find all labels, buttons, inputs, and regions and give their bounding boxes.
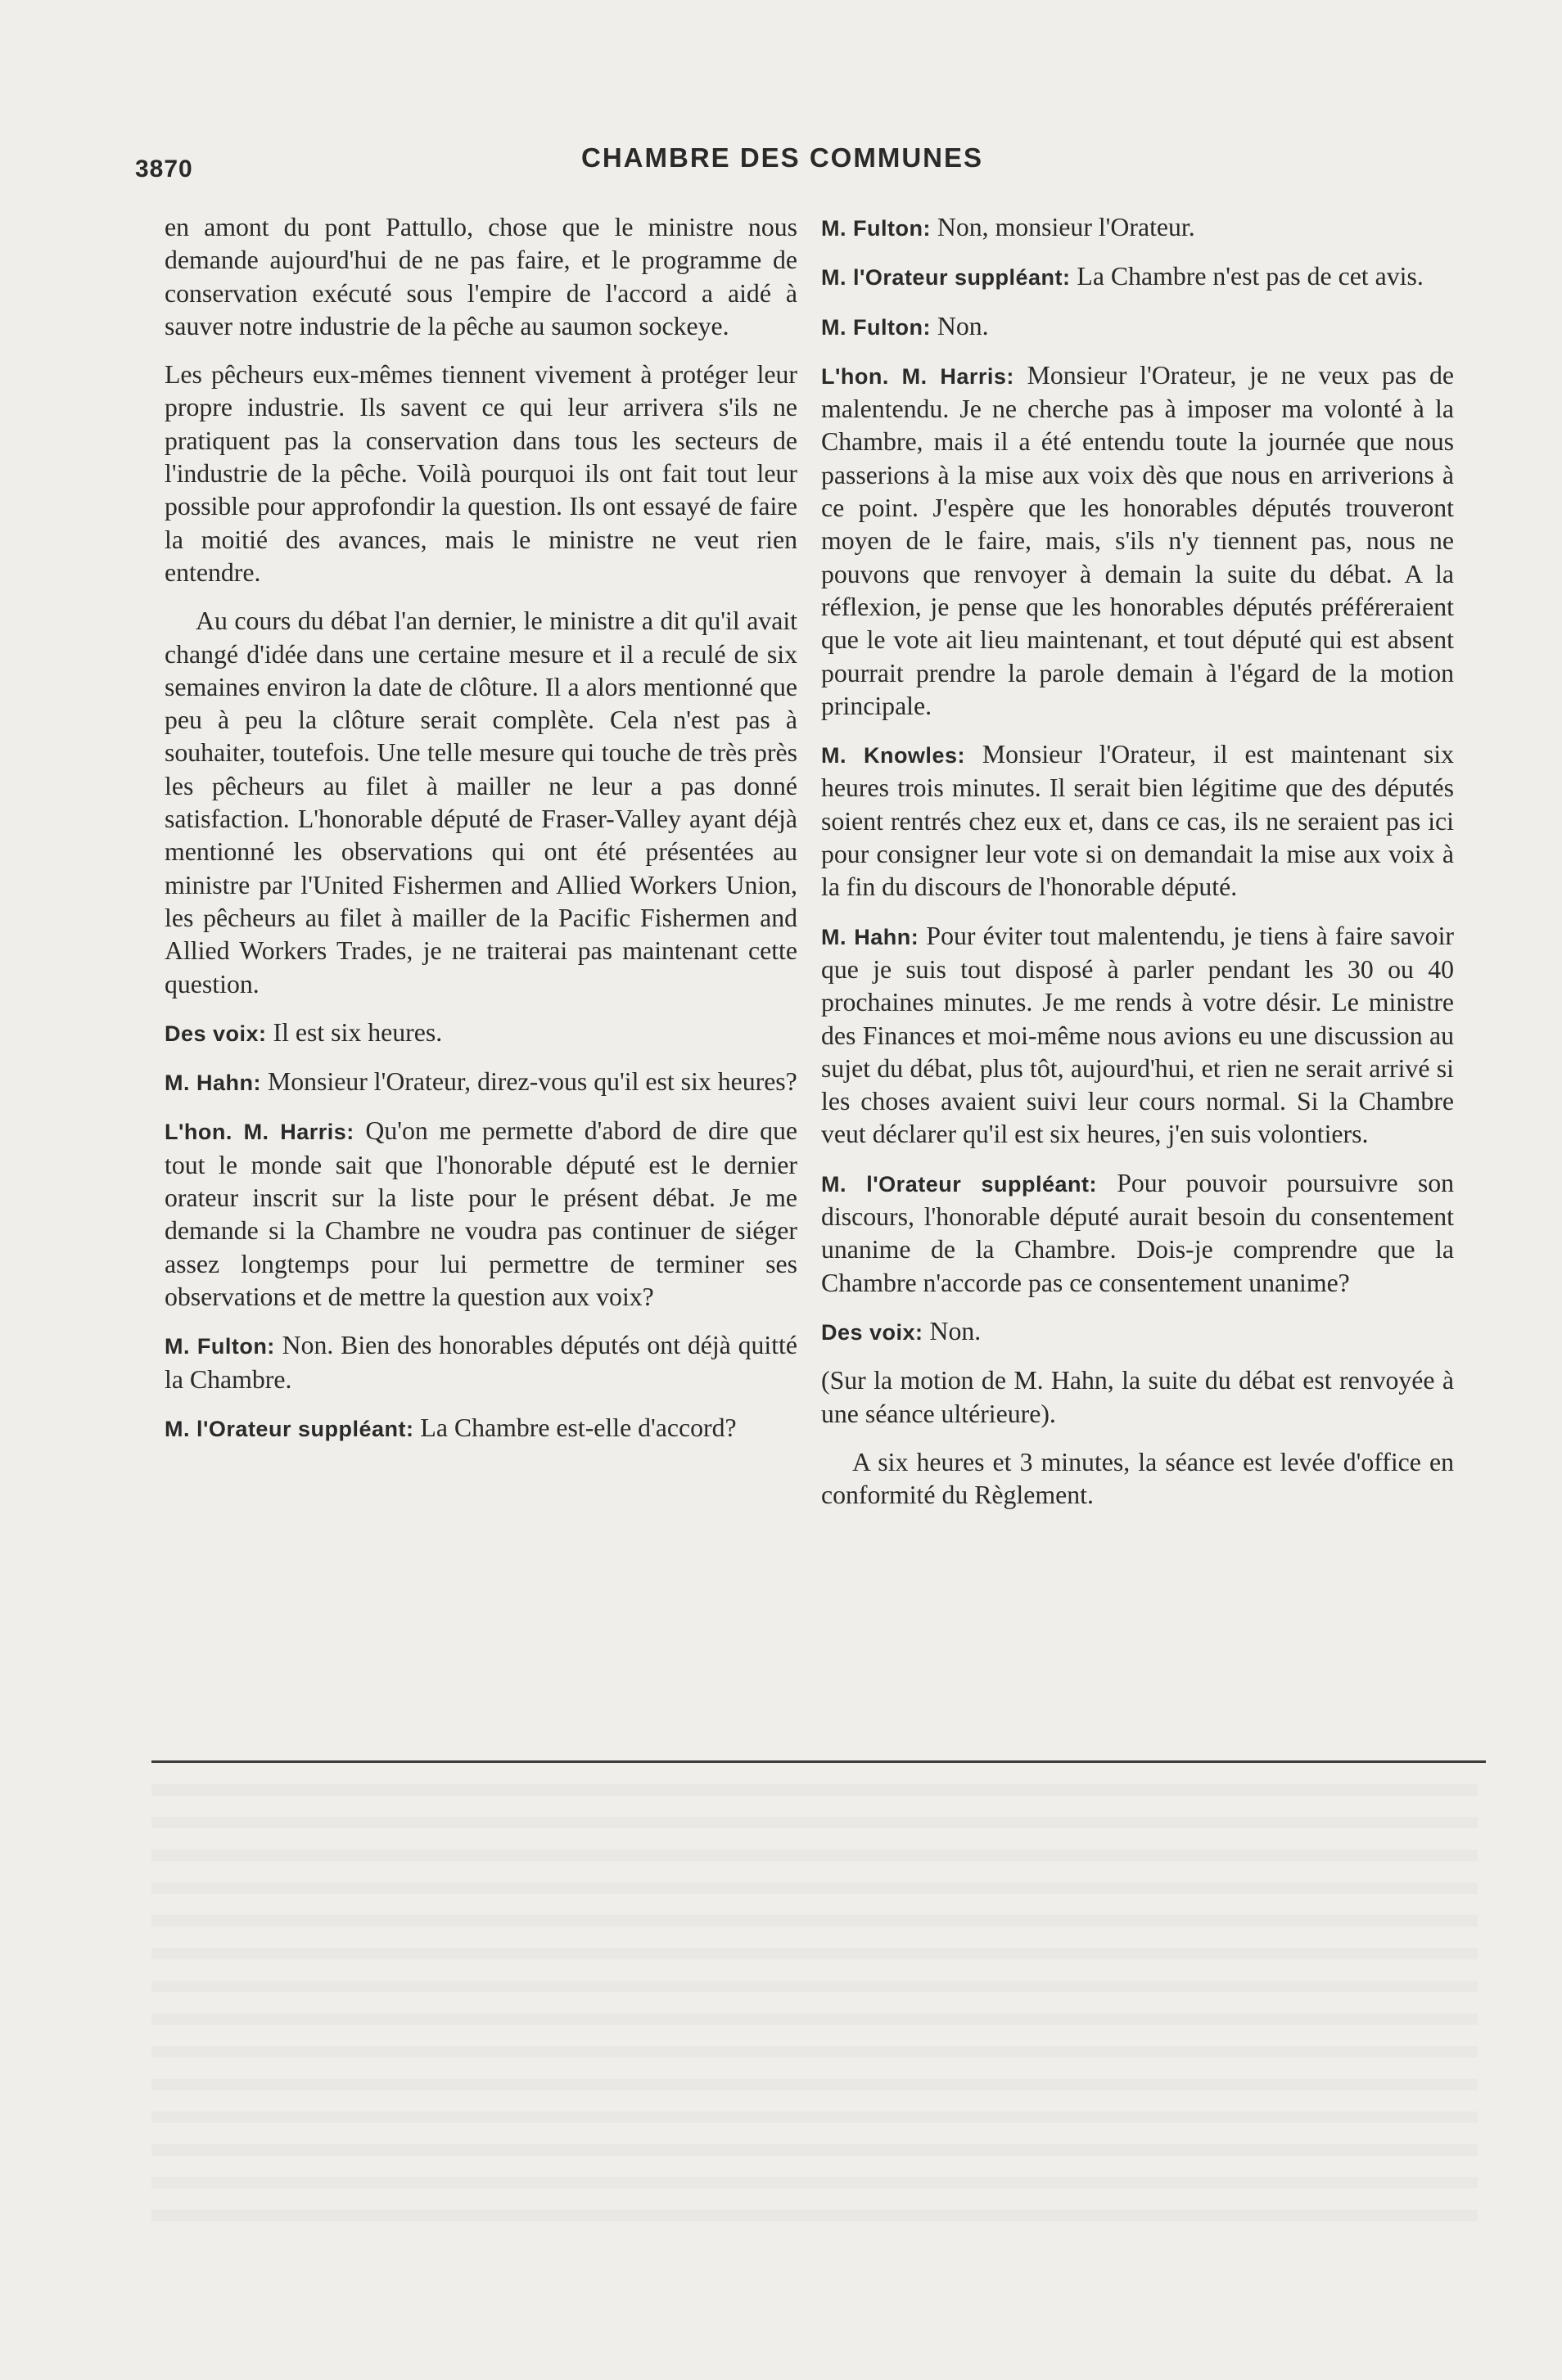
paragraph-text: Au cours du débat l'an dernier, le ministre a dit qu'il avait changé d'idée dans une certaine mesure et il a reculé de six semaines environ la date de clôture. Il a alors mentionné que peu à peu la clôture serait complète. Cela n'est pas à souhaiter, toutefois. Une telle mesure qui touche de très près les pêcheurs au filet à mailler ne leur a pas donné satisfaction. L'honorable député de Fraser-Valley ayant déjà mentionné les observations qui ont été présentées au ministre par l'United Fishermen and Allied Workers Union, les pêcheurs au filet à mailler de la Pacific Fishermen and Allied Workers Trades, je ne traiterai pas maintenant cette question. [165,606,797,998]
paragraph [165,1066,797,1099]
left-column [165,211,797,1461]
paragraph [821,1364,1454,1431]
speaker-name: M. Fulton: [821,314,931,340]
paragraph-text: Pour pouvoir poursuivre son discours, l'honorable député aurait besoin du consentement unanime de la Chambre. Dois-je comprendre que la Chambre n'accorde pas ce consentement unanime? [821,1168,1454,1297]
paragraph-text: Pour éviter tout malentendu, je tiens à faire savoir que je suis tout disposé à parler pendant les 30 ou 40 prochaines minutes. Je me rends à votre désir. Le ministre des Finances et moi-même nous avions eu une discussion au sujet du débat, plus tôt, aujourd'hui, et rien ne serait arrivé si les choses avaient suivi leur cours normal. Si la Chambre veut déclarer qu'il est six heures, j'en suis volontiers. [821,921,1454,1149]
paragraph-text: Non. [929,1316,982,1346]
section-divider [151,1760,1486,1763]
paragraph [821,1167,1454,1300]
paragraph-text: Qu'on me permette d'abord de dire que tout le monde sait que l'honorable député est le dernier orateur inscrit sur la liste pour le présent débat. Je me demande si la Chambre ne voudra pas continuer de siéger assez longtemps pour lui permettre de terminer ses observations et de mettre la question aux voix? [165,1116,797,1311]
speaker-name: M. Hahn: [165,1071,261,1096]
paragraph [165,211,797,343]
paragraph [821,211,1454,245]
bleed-through-texture [151,1784,1478,2243]
speaker-name: L'hon. M. Harris: [165,1120,354,1145]
paragraph [165,605,797,1001]
paragraph-text: Les pêcheurs eux-mêmes tiennent vivement à protéger leur propre industrie. Ils savent ce qui leur arrivera s'ils ne pratiquent pas la conservation dans tous les secteurs de l'industrie de la pêche. Voilà pourquoi ils ont fait tout leur possible pour approfondir la question. Ils ont essayé de faire la moitié des avances, mais le ministre ne veut rien entendre. [165,360,797,587]
paragraph [821,260,1454,294]
paragraph-text: Monsieur l'Orateur, il est maintenant six heures trois minutes. Il serait bien légitime que des députés soient rentrés chez eux et, dans ce cas, ils ne seraient pas ici pour consigner leur vote si on demandait la mise aux voix à la fin du discours de l'honorable député. [821,740,1455,902]
speaker-name: M. Hahn: [821,924,919,949]
paragraph [821,359,1454,723]
paragraph-text: en amont du pont Pattullo, chose que le ministre nous demande aujourd'hui de ne pas faire, et le programme de conservation exécuté sous l'empire de l'accord a aidé à sauver notre industrie de la pêche au saumon sockeye. [165,213,797,340]
paragraph-text: (Sur la motion de M. Hahn, la suite du débat est renvoyée à une séance ultérieure). [821,1366,1454,1428]
running-title: CHAMBRE DES COMMUNES [581,142,984,173]
paragraph-text: La Chambre est-elle d'accord? [420,1413,737,1442]
speaker-name: Des voix: [165,1021,267,1046]
paragraph [165,358,797,589]
paragraph [821,920,1454,1152]
paragraph [165,1412,797,1445]
speaker-name: M. l'Orateur suppléant: [165,1416,414,1441]
paragraph-text: Il est six heures. [273,1017,443,1047]
paragraph-text: A six heures et 3 minutes, la séance est levée d'office en conformité du Règlement. [821,1447,1454,1510]
paragraph-text: La Chambre n'est pas de cet avis. [1077,262,1424,291]
speaker-name: M. Knowles: [821,743,965,769]
paragraph [821,738,1454,904]
paragraph-text: Non. Bien des honorables députés ont déjà quitté la Chambre. [165,1331,798,1394]
speaker-name: M. Fulton: [165,1334,275,1359]
paragraph [821,1315,1454,1349]
paragraph [165,1016,797,1050]
paragraph [165,1115,797,1314]
paragraph-text: Monsieur l'Orateur, direz-vous qu'il est six heures? [267,1067,797,1097]
speaker-name: M. l'Orateur suppléant: [821,1171,1097,1197]
page-number: 3870 [135,156,193,183]
page-header [135,137,1486,187]
speaker-name: L'hon. M. Harris: [821,363,1014,389]
paragraph-text: Non, monsieur l'Orateur. [937,213,1195,241]
right-column [821,211,1454,1527]
speaker-name: Des voix: [821,1319,923,1345]
paragraph [165,1329,797,1396]
paragraph [821,1446,1454,1512]
speaker-name: M. l'Orateur suppléant: [821,265,1071,291]
paragraph-text: Monsieur l'Orateur, je ne veux pas de malentendu. Je ne cherche pas à imposer ma volonté à la Chambre, mais il a été entendu toute la journée que nous passerions à la mise aux voix dès que nous en arriverions à ce point. J'espère que les honorables députés trouveront moyen de le faire, mais, s'ils n'y tiennent pas, nous ne pouvons que renvoyer à demain la suite du débat. A la réflexion, je pense que les honorables députés préféreraient que le vote ait lieu maintenant, et tout député qui est absent pourrait prendre la parole demain à l'égard de la motion principale. [821,360,1455,720]
paragraph-text: Non. [937,311,989,340]
speaker-name: M. Fulton: [821,216,931,241]
paragraph [821,310,1454,344]
